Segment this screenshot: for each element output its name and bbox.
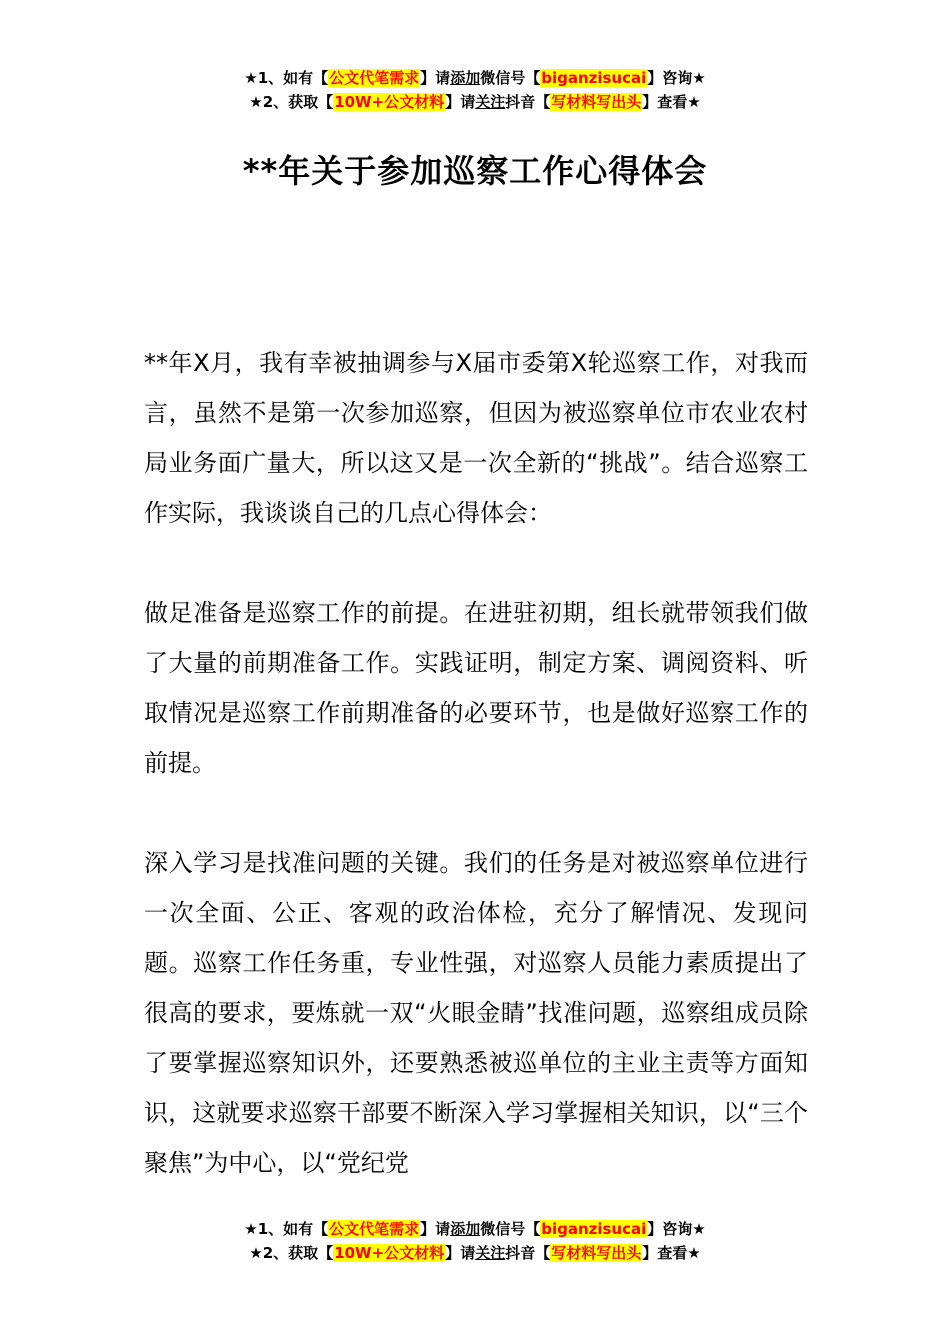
paragraph: 深入学习是找准问题的关键。我们的任务是对被巡察单位进行一次全面、公正、客观的政治体检，充分了解情况、发现问题。巡察工作任务重，专业性强，对巡察人员能力素质提出了很高的要求，要炼就一双“火眼金睛”找准问题，巡察组成员除了要掌握巡察知识外，还要熟悉被巡单位的主业主责等方面知识，这就要求巡察干部要不断深入学习掌握相关知识，以“三个聚焦”为中心，以“党纪党 bbox=[144, 849, 808, 1177]
promo-highlight: 公文代笔需求 bbox=[329, 69, 420, 87]
douyin-account: 写材料写出头 bbox=[551, 1244, 642, 1262]
douyin-account: 写材料写出头 bbox=[551, 93, 642, 111]
wechat-id: biganzisucai bbox=[541, 69, 647, 87]
promo-line-1: ★1、如有【公文代笔需求】请添加微信号【biganzisucai】咨询★ bbox=[244, 1220, 706, 1238]
promo-highlight: 10W+公文材料 bbox=[334, 93, 445, 111]
promo-highlight: 公文代笔需求 bbox=[329, 1220, 420, 1238]
header-promo-banner bbox=[0, 66, 950, 114]
footer-promo-banner bbox=[0, 1217, 950, 1265]
paragraph: **年X月，我有幸被抽调参与X届市委第X轮巡察工作，对我而言，虽然不是第一次参加巡察，但因为被巡察单位市农业农村局业务面广量大，所以这又是一次全新的“挑战”。结合巡察工作实际，我谈谈自己的几点心得体会： bbox=[144, 349, 808, 527]
promo-highlight: 10W+公文材料 bbox=[334, 1244, 445, 1262]
promo-line-2: ★2、获取【10W+公文材料】请关注抖音【写材料写出头】查看★ bbox=[249, 93, 701, 111]
wechat-id: biganzisucai bbox=[541, 1220, 647, 1238]
document-title: **年关于参加巡察工作心得体会 bbox=[242, 152, 708, 190]
promo-line-2: ★2、获取【10W+公文材料】请关注抖音【写材料写出头】查看★ bbox=[249, 1244, 701, 1262]
promo-line-1: ★1、如有【公文代笔需求】请添加微信号【biganzisucai】咨询★ bbox=[244, 69, 706, 87]
paragraph: 做足准备是巡察工作的前提。在进驻初期，组长就带领我们做了大量的前期准备工作。实践证明，制定方案、调阅资料、听取情况是巡察工作前期准备的必要环节，也是做好巡察工作的前提。 bbox=[144, 599, 808, 777]
document-body bbox=[144, 338, 808, 1188]
